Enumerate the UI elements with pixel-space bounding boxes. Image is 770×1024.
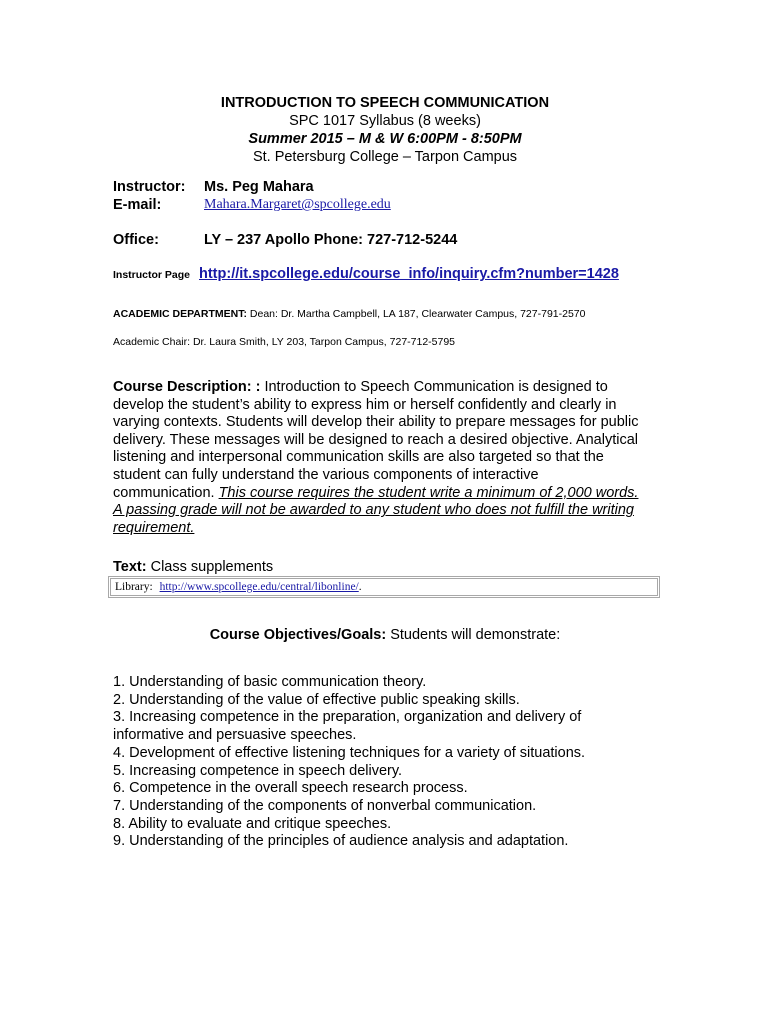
course-title: INTRODUCTION TO SPEECH COMMUNICATION xyxy=(220,95,550,111)
email-label: E-mail: xyxy=(113,197,162,213)
office-info: LY – 237 Apollo Phone: 727-712-5244 xyxy=(204,232,458,248)
text-section xyxy=(113,558,273,576)
course-description xyxy=(113,379,643,537)
objective-item: 6. Competence in the overall speech research process. xyxy=(113,780,468,797)
library-label: Library: xyxy=(115,581,153,593)
instructor-email-link[interactable]: Mahara.Margaret@spcollege.edu xyxy=(204,197,391,212)
objectives-intro: Students will demonstrate: xyxy=(386,627,561,643)
description-label: Course Description: : xyxy=(113,379,261,395)
library-link[interactable]: http://www.spcollege.edu/central/libonline/ xyxy=(159,581,359,593)
objective-item: 1. Understanding of basic communication theory. xyxy=(113,674,427,690)
objectives-list xyxy=(113,674,643,851)
objective-item: 7. Understanding of the components of nonverbal communication. xyxy=(113,797,537,814)
text-label: Text: xyxy=(113,559,147,575)
objective-item: 2. Understanding of the value of effective public speaking skills. xyxy=(113,691,520,708)
writing-requirement: This course requires the student write a minimum of 2,000 words. A passing grade will not be awarded to any student who does not fulfill the writing requirement. xyxy=(113,484,639,536)
objective-item: 5. Increasing competence in speech delivery. xyxy=(113,762,403,779)
instructor-name: Ms. Peg Mahara xyxy=(204,179,314,195)
objectives-heading xyxy=(0,626,770,644)
syllabus-subtitle: SPC 1017 Syllabus (8 weeks) xyxy=(289,113,481,129)
library-suffix: . xyxy=(358,581,362,593)
objectives-label: Course Objectives/Goals: xyxy=(209,627,387,643)
chair-info: Academic Chair: Dr. Laura Smith, LY 203, Tarpon Campus, 727-712-5795 xyxy=(113,336,456,348)
department-label: ACADEMIC DEPARTMENT: xyxy=(113,308,247,320)
instructor-page-link[interactable]: http://it.spcollege.edu/course_info/inquiry.cfm?number=1428 xyxy=(199,266,619,282)
description-body: Introduction to Speech Communication is designed to develop the student’s ability to express him or herself confidently and clearly in varying contexts. Students will develop their ability to prepare messages for public delivery. These messages will be designed to reach a desired objective. Analytical listening and interpersonal communication skills are also targeted so that the student can fully understand the various components of interactive communication. xyxy=(113,379,639,501)
objective-item: 3. Increasing competence in the preparation, organization and delivery of informative and persuasive speeches. xyxy=(113,709,582,744)
library-box xyxy=(108,576,660,598)
objective-item: 9. Understanding of the principles of audience analysis and adaptation. xyxy=(113,833,569,850)
instructor-label: Instructor: xyxy=(113,179,186,195)
campus-name: St. Petersburg College – Tarpon Campus xyxy=(252,149,518,165)
objective-item: 4. Development of effective listening techniques for a variety of situations. xyxy=(113,744,586,761)
text-value: Class supplements xyxy=(146,559,274,575)
academic-department xyxy=(113,308,586,320)
dean-info: Dean: Dr. Martha Campbell, LA 187, Clearwater Campus, 727-791-2570 xyxy=(249,308,586,320)
term-schedule: Summer 2015 – M & W 6:00PM - 8:50PM xyxy=(248,131,522,147)
office-label: Office: xyxy=(113,232,159,248)
objective-item: 8. Ability to evaluate and critique speeches. xyxy=(113,815,392,832)
instructor-page-label: Instructor Page xyxy=(113,269,191,281)
